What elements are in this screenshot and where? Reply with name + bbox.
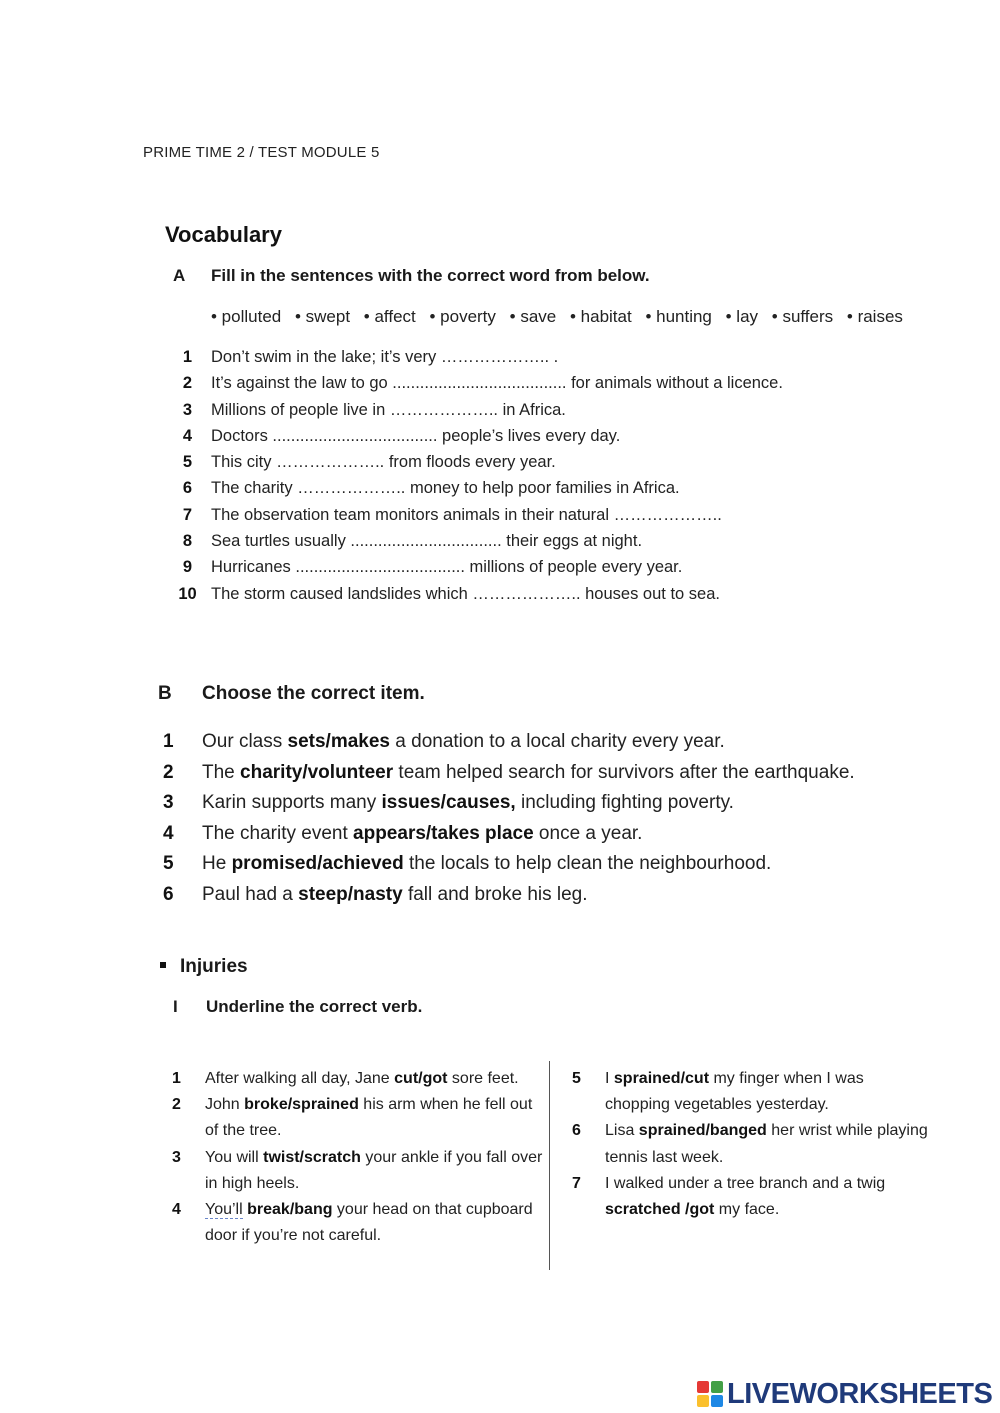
- section-b-heading: [158, 683, 425, 705]
- liveworksheets-logo[interactable]: [697, 1377, 992, 1411]
- item-number: 4: [172, 1201, 181, 1219]
- item-number: 3: [172, 1148, 181, 1166]
- item-post: your ankle if you fall over in high heels.: [205, 1148, 543, 1192]
- item-pre: The: [202, 761, 241, 783]
- word-bank-item: • save: [509, 307, 557, 326]
- item-text[interactable]: The observation team monitors animals in their natural ………………..: [211, 505, 722, 524]
- section-b-instruction: Choose the correct item.: [202, 683, 425, 704]
- item-number: 5: [572, 1070, 581, 1087]
- item-text[interactable]: This city ……………….. from floods every year.: [211, 453, 556, 472]
- item-number: 3: [182, 400, 193, 419]
- list-item: [164, 372, 783, 398]
- item-post: including fighting poverty.: [515, 792, 734, 814]
- list-item: [569, 1066, 929, 1118]
- word-bank: [211, 307, 903, 327]
- item-pre: Our class: [202, 731, 288, 752]
- word-bank-item: • hunting: [645, 307, 712, 326]
- list-item: [164, 583, 783, 609]
- item-pre: Karin supports many: [202, 792, 382, 814]
- section-i-instruction: Underline the correct verb.: [206, 997, 423, 1016]
- item-post: his arm when he fell out of the tree.: [205, 1096, 533, 1140]
- choice-options[interactable]: appears/takes place: [353, 822, 534, 844]
- injuries-heading: [160, 956, 248, 978]
- section-i-heading: [173, 997, 422, 1017]
- item-text[interactable]: Don’t swim in the lake; it’s very ……………….. .: [211, 348, 559, 366]
- list-item: [160, 883, 855, 914]
- list-item: [160, 761, 855, 792]
- list-item: [169, 1066, 544, 1092]
- item-number: 6: [182, 479, 193, 498]
- item-number: 7: [572, 1174, 581, 1192]
- word-bank-item: • suffers: [771, 307, 834, 326]
- list-item: [169, 1197, 544, 1249]
- choice-options[interactable]: break/bang: [247, 1201, 333, 1219]
- item-number: 6: [163, 883, 174, 905]
- item-post: once a year.: [533, 822, 643, 844]
- item-pre: John: [205, 1096, 245, 1114]
- list-item: [164, 477, 783, 503]
- item-number: 1: [182, 348, 193, 366]
- logo-square: [697, 1395, 709, 1407]
- choice-options[interactable]: scratched /got: [605, 1201, 715, 1219]
- column-divider: [549, 1061, 550, 1270]
- item-post: team helped search for survivors after the earthquake.: [393, 761, 855, 783]
- item-number: 4: [182, 426, 193, 445]
- list-item: [160, 730, 855, 761]
- word-bank-item: • swept: [294, 307, 351, 326]
- choice-options[interactable]: sets/makes: [287, 731, 390, 752]
- item-pre: After walking all day, Jane: [205, 1070, 395, 1087]
- item-pre: You will: [205, 1148, 264, 1166]
- item-number: 2: [172, 1096, 181, 1114]
- section-i-letter: I: [173, 997, 178, 1016]
- list-item: [169, 1092, 544, 1144]
- list-item: [164, 425, 783, 451]
- item-post: her wrist while playing tennis last week.: [605, 1122, 928, 1166]
- square-bullet-icon: [160, 962, 166, 968]
- section-a-list: [164, 346, 783, 609]
- item-pre: Lisa: [605, 1122, 639, 1140]
- item-pre: He: [202, 853, 232, 875]
- item-text[interactable]: It’s against the law to go ...................................... for animals without a licence.: [211, 374, 783, 393]
- list-item: [169, 1145, 544, 1197]
- word-bank-item: • raises: [846, 307, 903, 326]
- list-item: [164, 504, 783, 530]
- choice-options[interactable]: sprained/cut: [613, 1070, 710, 1087]
- choice-options[interactable]: steep/nasty: [298, 883, 403, 905]
- list-item: [164, 451, 783, 477]
- list-item: [164, 556, 783, 582]
- item-pre: The charity event: [202, 822, 354, 844]
- choice-options[interactable]: cut/got: [394, 1070, 448, 1087]
- item-number: 2: [182, 374, 193, 393]
- item-pre: I walked under a tree branch and a twig: [605, 1174, 886, 1192]
- item-pre: Paul had a: [202, 883, 299, 905]
- logo-square: [711, 1395, 723, 1407]
- item-text[interactable]: The charity ……………….. money to help poor families in Africa.: [211, 479, 680, 498]
- page-header: PRIME TIME 2 / TEST MODULE 5: [143, 144, 380, 161]
- choice-options[interactable]: sprained/banged: [638, 1122, 767, 1140]
- item-number: 3: [163, 792, 174, 814]
- injuries-left-column: [169, 1066, 544, 1249]
- list-item: [569, 1118, 929, 1170]
- logo-text: LIVEWORKSHEETS: [727, 1377, 993, 1410]
- logo-mark-icon: [697, 1381, 723, 1407]
- item-number: 6: [572, 1122, 581, 1140]
- choice-options[interactable]: twist/scratch: [263, 1148, 361, 1166]
- item-number: 1: [172, 1070, 181, 1087]
- item-number: 8: [182, 532, 193, 551]
- word-bank-item: • poverty: [429, 307, 496, 326]
- list-item: [569, 1171, 929, 1223]
- item-number: 5: [163, 853, 174, 875]
- word-bank-item: • affect: [363, 307, 416, 326]
- item-pre: I: [605, 1070, 614, 1087]
- list-item: [160, 791, 855, 822]
- item-post: sore feet.: [447, 1070, 519, 1087]
- section-a-instruction: Fill in the sentences with the correct word from below.: [211, 266, 650, 285]
- choice-options[interactable]: charity/volunteer: [240, 761, 394, 783]
- list-item: [164, 346, 783, 372]
- list-item: [160, 822, 855, 853]
- item-post: my face.: [714, 1201, 780, 1219]
- item-number: 10: [178, 584, 197, 603]
- logo-square: [711, 1381, 723, 1393]
- word-bank-item: • lay: [725, 307, 759, 326]
- section-b-list: [160, 730, 855, 914]
- item-post: the locals to help clean the neighbourhood.: [403, 853, 772, 875]
- item-post: your head on that cupboard door if you’re not careful.: [205, 1201, 533, 1245]
- choice-options[interactable]: issues/causes,: [381, 792, 516, 814]
- section-a-heading: [173, 266, 650, 286]
- list-item: [160, 852, 855, 883]
- item-number: 9: [182, 558, 193, 577]
- section-b-letter: B: [158, 683, 172, 704]
- list-item: [164, 530, 783, 556]
- item-text[interactable]: Doctors .................................... people’s lives every day.: [211, 426, 621, 445]
- choice-options[interactable]: promised/achieved: [231, 853, 404, 875]
- injuries-title: Injuries: [180, 956, 248, 977]
- section-a-letter: A: [173, 266, 186, 285]
- word-bank-item: • habitat: [569, 307, 632, 326]
- item-number: 1: [163, 731, 174, 752]
- word-bank-item: • polluted: [211, 307, 282, 326]
- vocabulary-title: Vocabulary: [165, 222, 282, 247]
- item-post: a donation to a local charity every year.: [390, 731, 725, 752]
- item-text[interactable]: Hurricanes ..................................... millions of people every year.: [211, 558, 683, 577]
- choice-options[interactable]: broke/sprained: [244, 1096, 359, 1114]
- item-number: 7: [182, 505, 193, 524]
- item-number: 5: [182, 453, 193, 472]
- list-item: [164, 399, 783, 425]
- logo-square: [697, 1381, 709, 1393]
- item-text[interactable]: Millions of people live in ……………….. in Africa.: [211, 400, 566, 419]
- item-post: my finger when I was chopping vegetables yesterday.: [605, 1070, 864, 1114]
- item-number: 2: [163, 761, 174, 783]
- item-post: fall and broke his leg.: [402, 883, 588, 905]
- item-pre-underlined: You’ll: [205, 1201, 243, 1219]
- item-text[interactable]: The storm caused landslides which ……………….. houses out to sea.: [211, 584, 720, 603]
- item-text[interactable]: Sea turtles usually ................................. their eggs at night.: [211, 532, 643, 551]
- item-number: 4: [163, 822, 174, 844]
- injuries-right-column: [569, 1066, 929, 1223]
